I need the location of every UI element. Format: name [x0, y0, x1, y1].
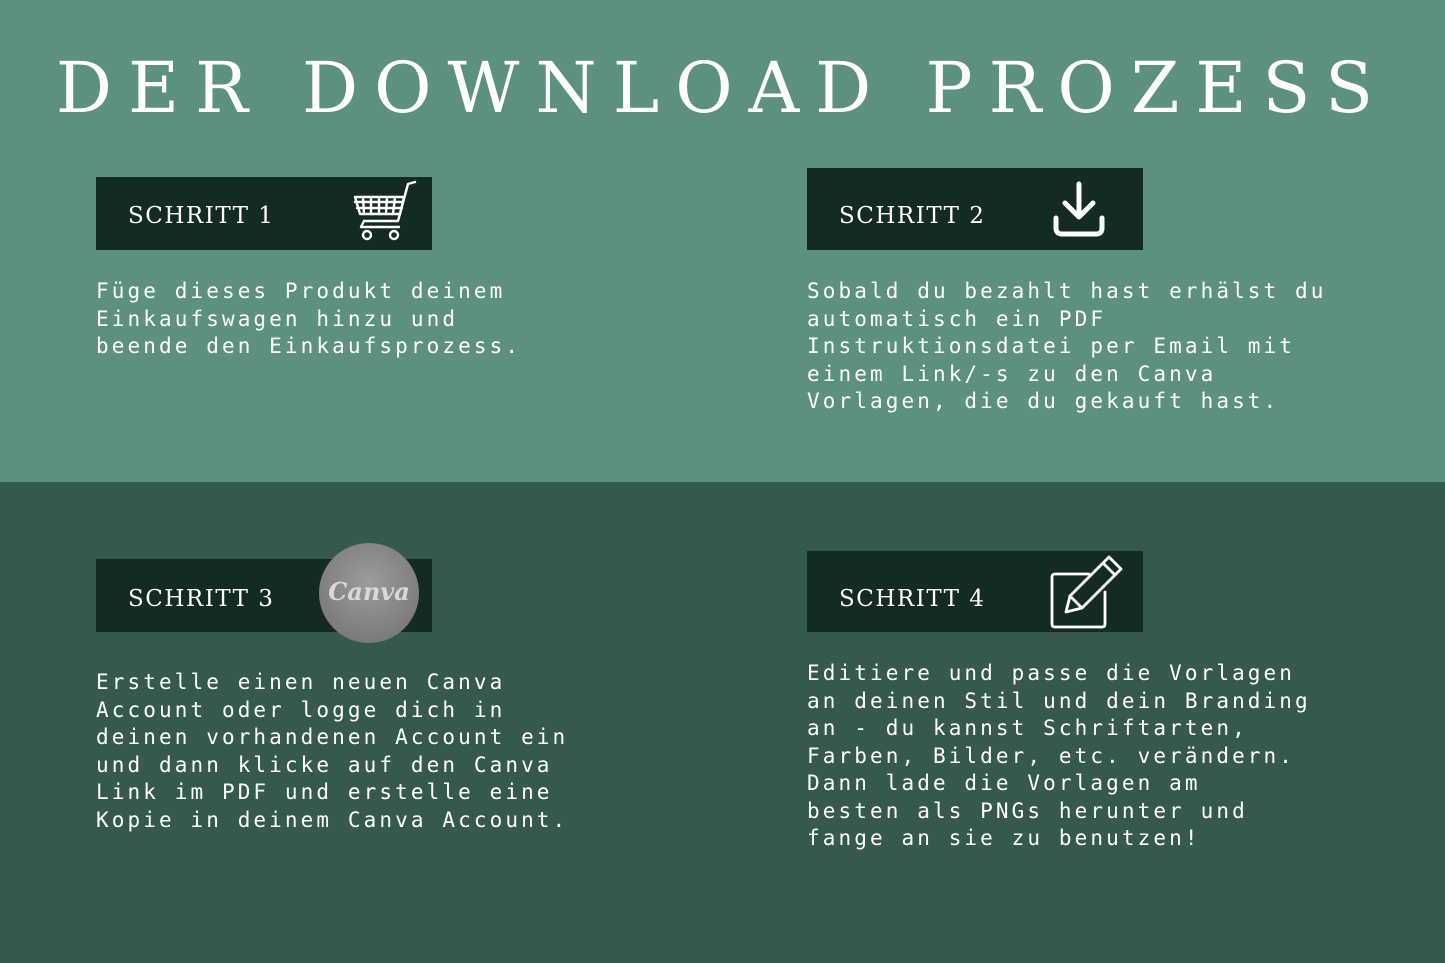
shopping-cart-icon [352, 180, 418, 248]
step-2-label: SCHRITT 2 [839, 203, 986, 229]
step-1-description: Füge dieses Produkt deinem Einkaufswagen hinzu und beende den Einkaufsprozess. [96, 279, 522, 358]
step-4-description: Editiere und passe die Vorlagen an deinen Stil und dein Branding an - du kannst Schriftarten, Farben, Bilder, etc. verändern. Dann lade die Vorlagen am besten als PNGs herunter und fange an sie zu benutzen! [807, 661, 1311, 850]
step-2-description: Sobald du bezahlt hast erhälst du automatisch ein PDF Instruktionsdatei per Email mit einem Link/-s zu den Canva Vorlagen, die du gekauft hast. [807, 279, 1327, 413]
step-4-label: SCHRITT 4 [839, 586, 986, 612]
step-2-label-box [807, 168, 1143, 250]
edit-icon [1049, 554, 1125, 634]
step-1-label-box [96, 177, 432, 250]
download-icon [1051, 180, 1107, 242]
canva-logo [319, 543, 419, 643]
canva-logo-text: Canva [328, 577, 410, 606]
step-4-label-box [807, 551, 1143, 632]
step-3-label: SCHRITT 3 [128, 586, 275, 612]
step-3-description: Erstelle einen neuen Canva Account oder logge dich in deinen vorhandenen Account ein und dann klicke auf den Canva Link im PDF und erstelle eine Kopie in deinem Canva Account. [96, 670, 569, 832]
step-1-label: SCHRITT 1 [128, 203, 275, 229]
page-title: DER DOWNLOAD PROZESS [55, 47, 1390, 129]
